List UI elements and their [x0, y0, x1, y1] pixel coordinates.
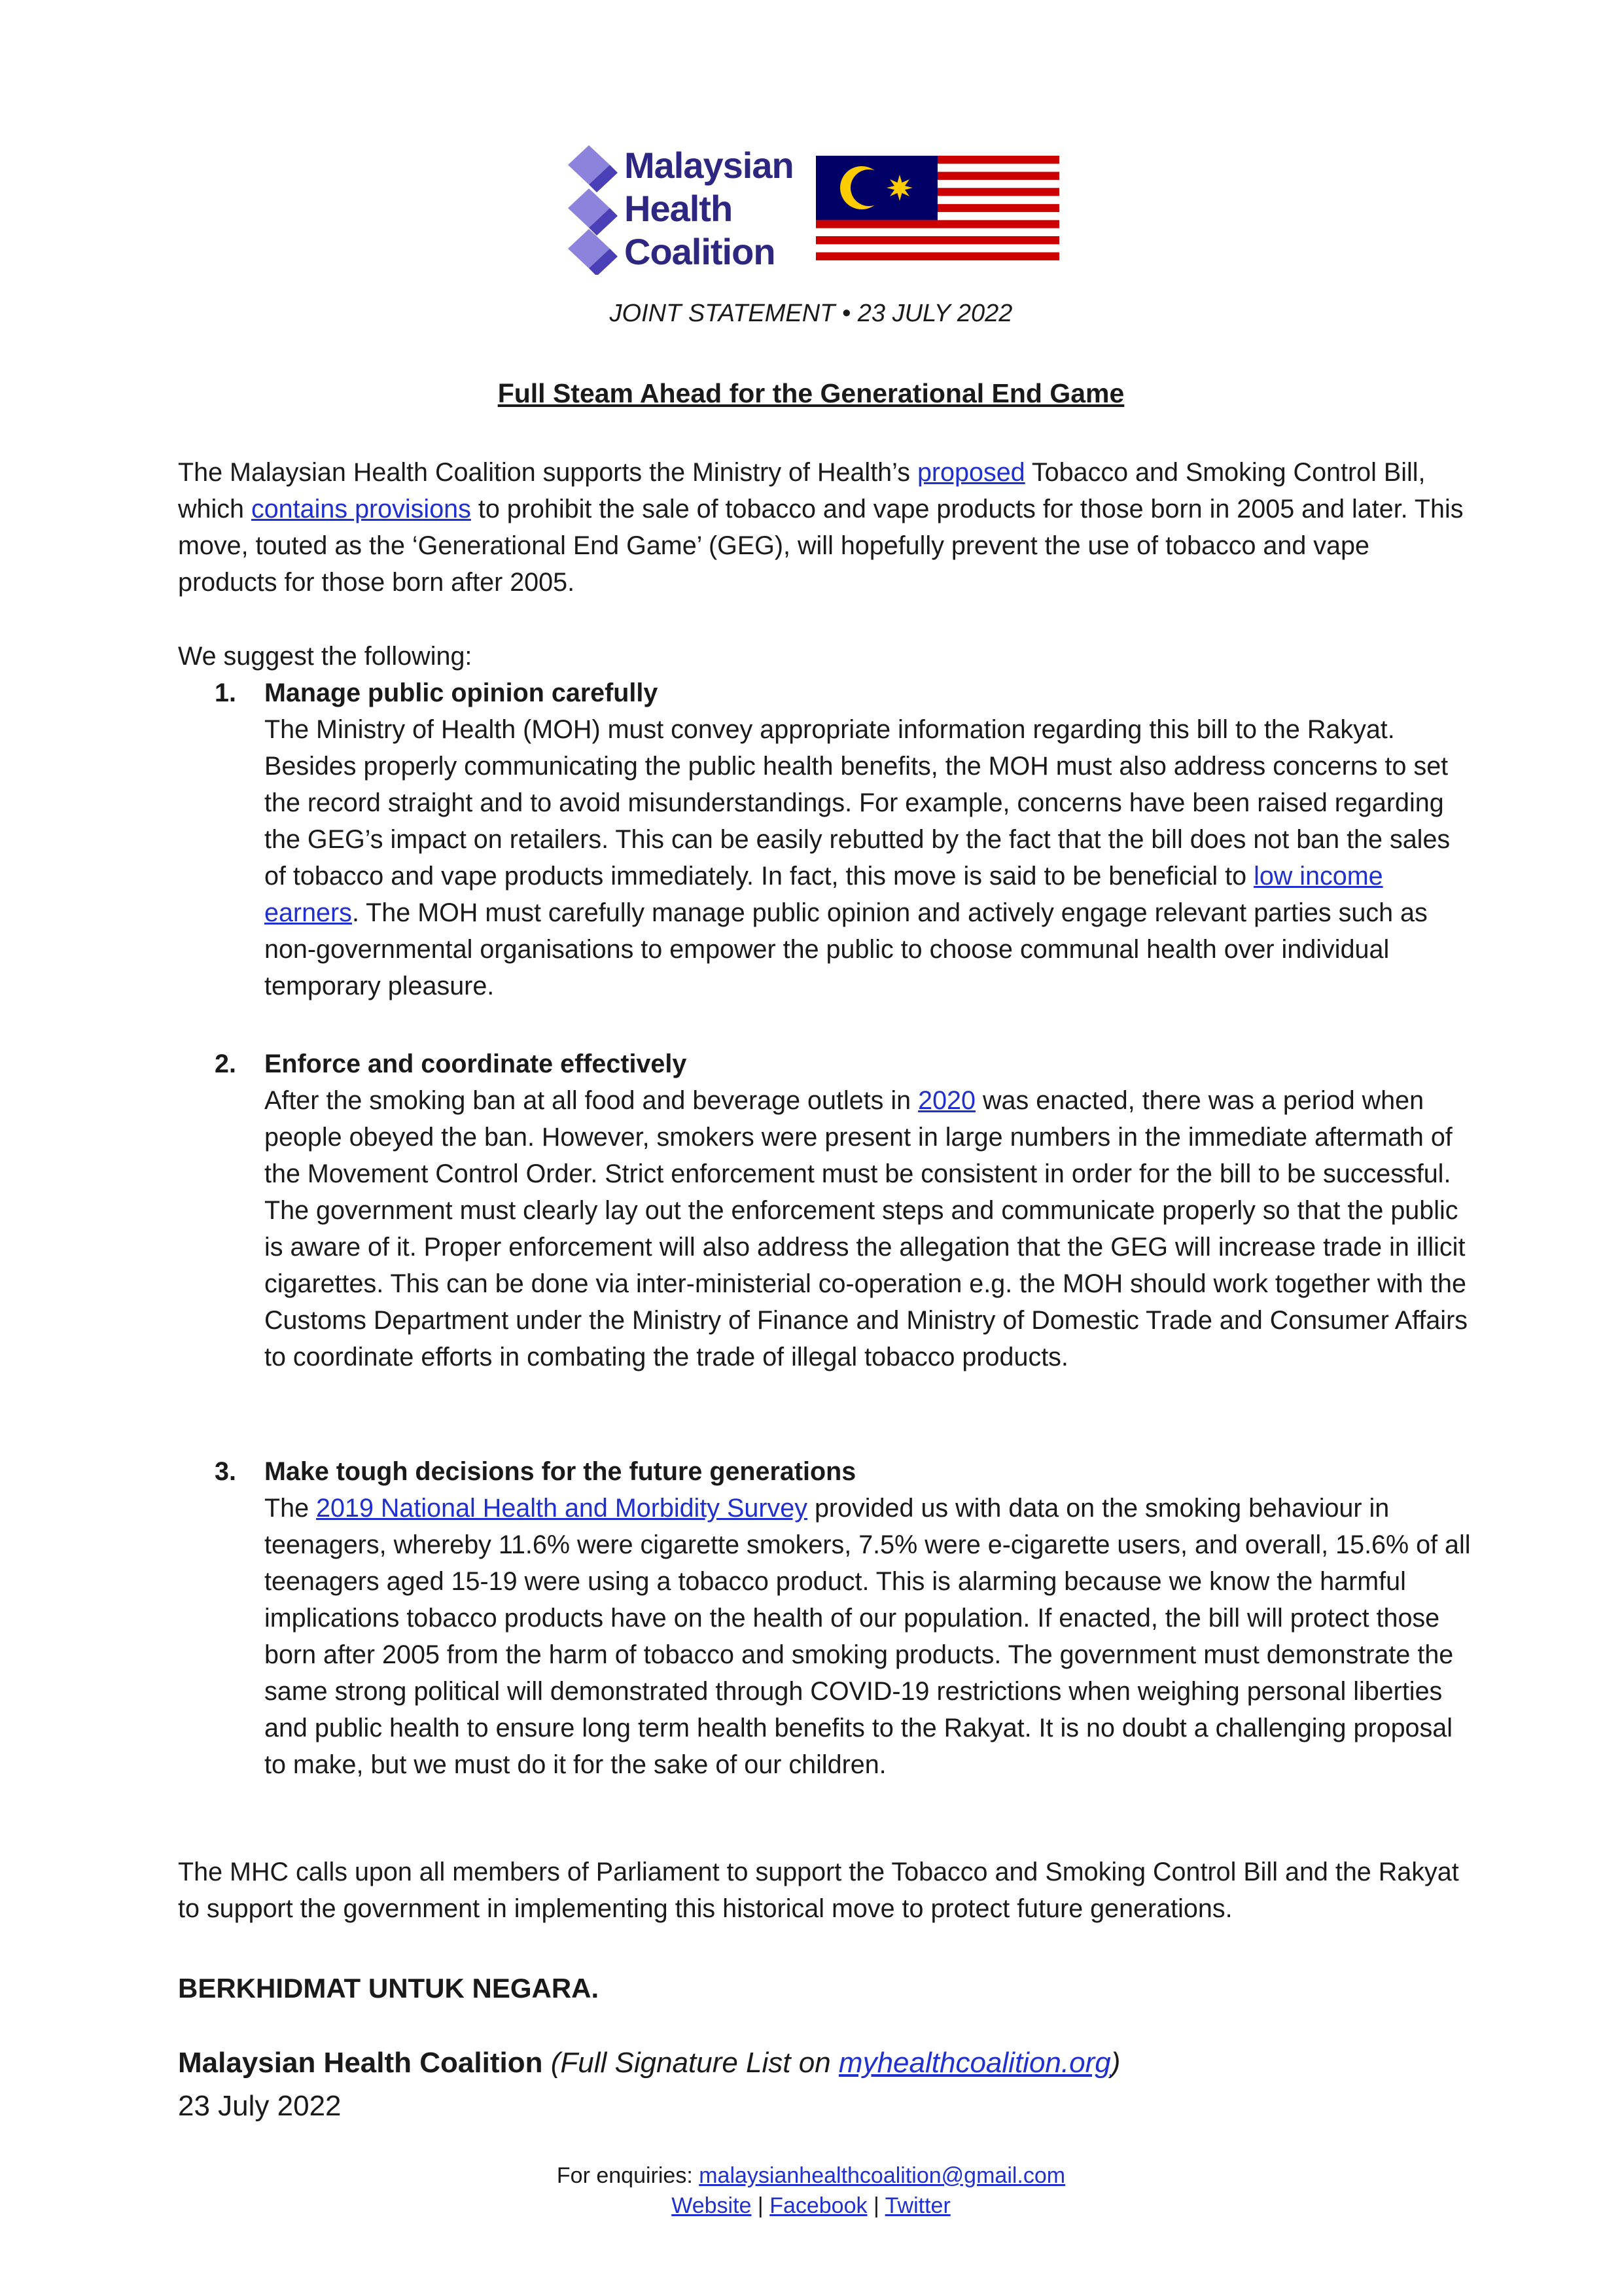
- low-income-earners-link[interactable]: low income earners: [264, 862, 1383, 927]
- facebook-link[interactable]: Facebook: [769, 2193, 868, 2218]
- email-link[interactable]: malaysianhealthcoalition@gmail.com: [699, 2163, 1066, 2188]
- item-body: The Ministry of Health (MOH) must convey appropriate information regarding this bill to the Rakyat. Besides properly communicating the public health benefits, the MOH must also address concerns to set the record straight and to avoid misunderstandings. For example, concerns have been raised regarding the GEG’s impact on retailers. This can be easily rebutted by the fact that the bill does not ban the sales of tobacco and vape products immediately. In fact, this move is said to be beneficial to low income earners. The MOH must carefully manage public opinion and actively engage relevant parties such as non-governmental organisations to empower the public to choose communal health over individual temporary pleasure.: [264, 715, 1451, 1000]
- logo-word-health: Health: [624, 188, 733, 229]
- malaysia-flag-icon: [816, 156, 1059, 268]
- diamond-2-icon: [568, 188, 618, 236]
- signature-list-note: (Full Signature List on myhealthcoalition.org): [550, 2047, 1121, 2079]
- intro-paragraph: The Malaysian Health Coalition supports the Ministry of Health’s proposed Tobacco and Smoking Control Bill, which contains provisions to prohibit the sale of tobacco and vape products for those born in 2005 and later. This move, touted as the ‘Generational End Game’ (GEG), will hopefully prevent the use of tobacco and vape products for those born after 2005.: [178, 458, 1464, 597]
- item-body: After the smoking ban at all food and beverage outlets in 2020 was enacted, there was a period when people obeyed the ban. However, smokers were present in large numbers in the immediate aftermath of the Movement Control Order. Strict enforcement must be consistent in order for the bill to be successful. The government must clearly lay out the enforcement steps and communicate properly so that the public is aware of it. Proper enforcement will also address the allegation that the GEG will increase trade in illicit cigarettes. This can be done via inter-ministerial co-operation e.g. the MOH should work together with the Customs Department under the Ministry of Finance and Ministry of Domestic Trade and Consumer Affairs to coordinate efforts in combating the trade of illegal tobacco products.: [264, 1086, 1468, 1371]
- enquiries-line: For enquiries: malaysianhealthcoalition@gmail.com: [556, 2163, 1066, 2188]
- footer: [0, 2161, 1622, 2221]
- item-heading: Make tough decisions for the future generations: [264, 1457, 856, 1486]
- nhms-survey-link[interactable]: 2019 National Health and Morbidity Survey: [316, 1494, 807, 1523]
- page-title: Full Steam Ahead for the Generational End Game: [497, 378, 1125, 408]
- myhealthcoalition-link[interactable]: myhealthcoalition.org: [838, 2047, 1111, 2079]
- item-heading: Manage public opinion carefully: [264, 679, 658, 707]
- item-heading: Enforce and coordinate effectively: [264, 1050, 687, 1078]
- diamond-1-icon: [568, 145, 618, 192]
- twitter-link[interactable]: Twitter: [885, 2193, 951, 2218]
- diamond-3-icon: [568, 229, 618, 275]
- joint-statement-date: JOINT STATEMENT • 23 JULY 2022: [609, 300, 1013, 327]
- signatory-name: Malaysian Health Coalition: [178, 2047, 543, 2079]
- coalition-logo: [565, 145, 801, 275]
- contains-provisions-link[interactable]: contains provisions: [251, 495, 471, 523]
- proposed-link[interactable]: proposed: [917, 458, 1025, 487]
- item-number: 3.: [215, 1457, 236, 1486]
- logo-word-malaysian: Malaysian: [624, 145, 794, 186]
- diamond-stack-icon: [565, 145, 624, 275]
- item-number: 1.: [215, 679, 236, 707]
- signatory-line: [178, 2047, 1120, 2079]
- closing-paragraph: The MHC calls upon all members of Parliament to support the Tobacco and Smoking Control Bill and the Rakyat to support the government in implementing this historical move to protect future generations.: [178, 1858, 1459, 1923]
- website-link[interactable]: Website: [671, 2193, 752, 2218]
- social-links: Website | Facebook | Twitter: [671, 2193, 951, 2218]
- signature-date: 23 July 2022: [178, 2090, 342, 2122]
- item-number: 2.: [215, 1050, 236, 1078]
- year-2020-link[interactable]: 2020: [918, 1086, 976, 1115]
- motto: BERKHIDMAT UNTUK NEGARA.: [178, 1973, 599, 2004]
- item-body: The 2019 National Health and Morbidity Survey provided us with data on the smoking behaviour in teenagers, whereby 11.6% were cigarette smokers, 7.5% were e-cigarette users, and overall, 15.6% of all teenagers aged 15-19 were using a tobacco product. This is alarming because we know the harmful implications tobacco products have on the health of our population. If enacted, the bill will protect those born after 2005 from the harm of tobacco and smoking products. The government must demonstrate the same strong political will demonstrated through COVID-19 restrictions when weighing personal liberties and public health to ensure long term health benefits to the Rakyat. It is no doubt a challenging proposal to make, but we must do it for the sake of our children.: [264, 1494, 1471, 1779]
- suggest-intro: We suggest the following:: [178, 642, 472, 671]
- logo-word-coalition: Coalition: [624, 231, 775, 272]
